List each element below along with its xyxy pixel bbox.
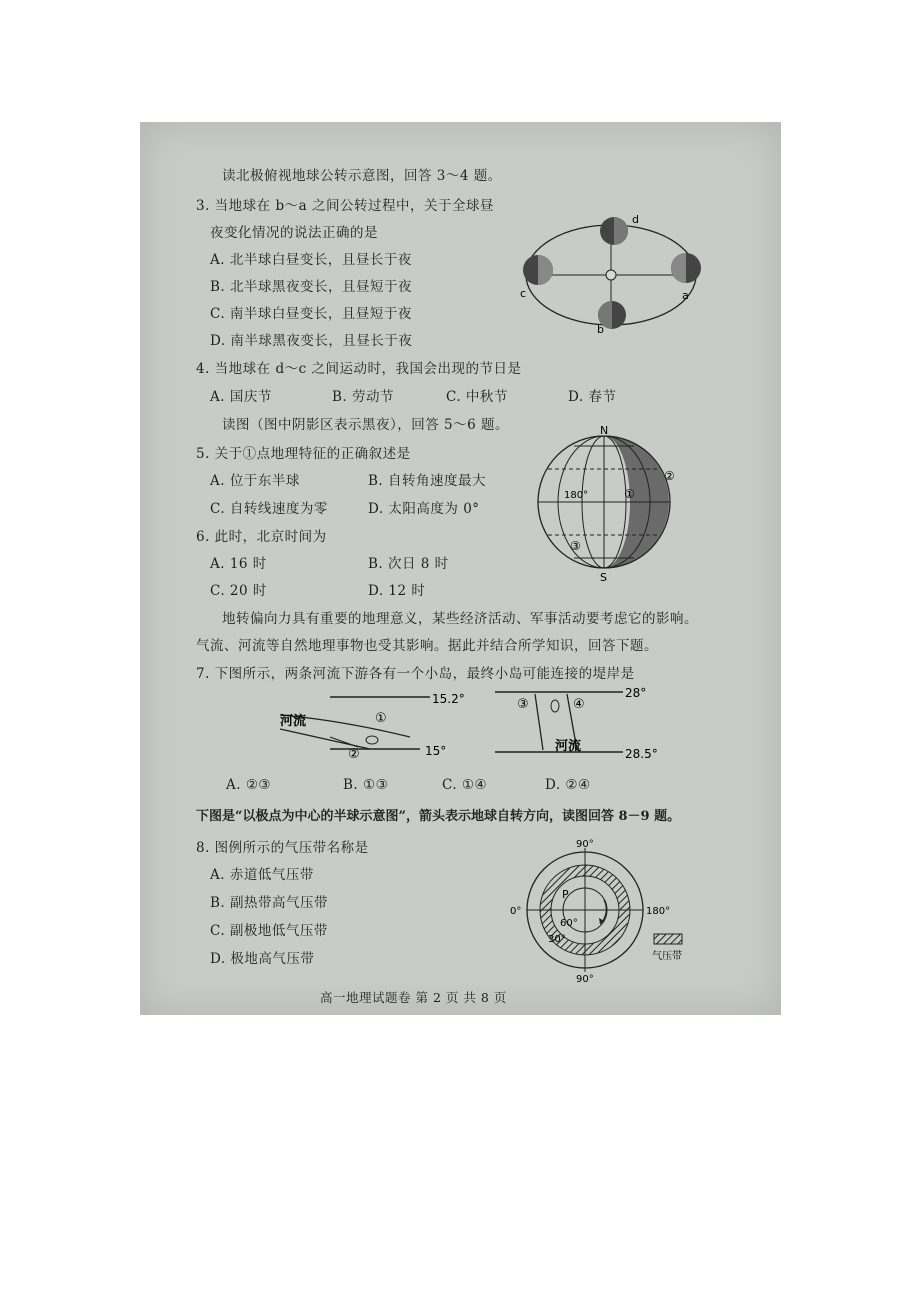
left-river-label: 河流 bbox=[280, 714, 307, 729]
polar-label-right: 180° bbox=[646, 906, 671, 917]
polar-label-p: P bbox=[562, 888, 569, 901]
earth-d-icon bbox=[600, 217, 628, 245]
intro-q8-9: 下图是“以极点为中心的半球示意图”，箭头表示地球自转方向，读图回答 8－9 题。 bbox=[196, 809, 681, 824]
q8-option-c: C. 副极地低气压带 bbox=[210, 923, 328, 939]
q3-option-d: D. 南半球黑夜变长，且昼长于夜 bbox=[210, 333, 413, 349]
polar-legend-label: 气压带 bbox=[652, 951, 682, 962]
earth-c-icon bbox=[523, 255, 553, 285]
river-diagram-right bbox=[485, 682, 665, 762]
intro-q5-6: 读图（图中阴影区表示黑夜），回答 5～6 题。 bbox=[222, 417, 510, 433]
q3-option-b: B. 北半球黑夜变长，且昼短于夜 bbox=[210, 279, 413, 295]
earth-a-icon bbox=[671, 253, 701, 283]
page-footer: 高一地理试题卷 第 2 页 共 8 页 bbox=[320, 990, 507, 1005]
globe-label-s: S bbox=[600, 571, 607, 582]
legend-swatch bbox=[654, 934, 682, 944]
q5-option-b: B. 自转角速度最大 bbox=[368, 473, 487, 489]
q4-option-d: D. 春节 bbox=[568, 389, 617, 405]
q7-option-b: B. ①③ bbox=[343, 777, 389, 793]
globe-point-1: ① bbox=[624, 487, 635, 501]
q6-option-d: D. 12 时 bbox=[368, 583, 426, 599]
q4-option-b: B. 劳动节 bbox=[332, 389, 395, 405]
right-top-lat: 28° bbox=[625, 686, 647, 700]
left-bottom-lat: 15° bbox=[425, 744, 447, 758]
q6-option-b: B. 次日 8 时 bbox=[368, 556, 449, 572]
q8-option-b: B. 副热带高气压带 bbox=[210, 895, 329, 911]
q6-stem: 6. 此时，北京时间为 bbox=[196, 529, 327, 545]
polar-label-30: 30° bbox=[548, 934, 566, 945]
q5-option-d: D. 太阳高度为 0° bbox=[368, 501, 480, 517]
polar-label-bottom: 90° bbox=[576, 974, 594, 983]
left-top-lat: 15.2° bbox=[432, 692, 465, 706]
orbit-label-c: c bbox=[520, 287, 527, 300]
q8-stem: 8. 图例所示的气压带名称是 bbox=[196, 840, 369, 856]
globe-label-180: 180° bbox=[564, 490, 589, 501]
q5-stem: 5. 关于①点地理特征的正确叙述是 bbox=[196, 446, 411, 462]
q3-stem-line1: 3. 当地球在 b～a 之间公转过程中，关于全球昼 bbox=[196, 198, 494, 214]
orbit-diagram bbox=[508, 205, 713, 337]
q6-option-a: A. 16 时 bbox=[210, 556, 267, 572]
q7-option-c: C. ①④ bbox=[442, 777, 488, 793]
globe-point-2: ② bbox=[664, 469, 675, 483]
q7-option-a: A. ②③ bbox=[226, 777, 272, 793]
orbit-label-b: b bbox=[597, 323, 604, 336]
river-diagram-left bbox=[270, 685, 470, 760]
q3-option-a: A. 北半球白昼变长，且昼长于夜 bbox=[210, 252, 412, 268]
q8-option-a: A. 赤道低气压带 bbox=[210, 867, 314, 883]
polar-label-60: 60° bbox=[560, 918, 578, 929]
q7-option-d: D. ②④ bbox=[545, 777, 591, 793]
right-river-label: 河流 bbox=[555, 739, 582, 754]
orbit-label-a: a bbox=[682, 289, 689, 302]
right-bottom-lat: 28.5° bbox=[625, 747, 658, 761]
globe-label-n: N bbox=[600, 424, 609, 437]
intro-q3-4: 读北极俯视地球公转示意图，回答 3～4 题。 bbox=[222, 168, 502, 184]
polar-label-top: 90° bbox=[576, 839, 594, 850]
q3-stem-line2: 夜变化情况的说法正确的是 bbox=[210, 225, 378, 241]
q5-option-c: C. 自转线速度为零 bbox=[210, 501, 328, 517]
q6-option-c: C. 20 时 bbox=[210, 583, 267, 599]
globe-point-3: ③ bbox=[570, 539, 581, 553]
polar-label-left: 0° bbox=[510, 906, 522, 917]
q7-stem: 7. 下图所示，两条河流下游各有一个小岛，最终小岛可能连接的堤岸是 bbox=[196, 666, 635, 682]
left-point-2: ② bbox=[348, 747, 360, 760]
right-point-3: ③ bbox=[517, 697, 529, 712]
q3-option-c: C. 南半球白昼变长，且昼短于夜 bbox=[210, 306, 412, 322]
q8-option-d: D. 极地高气压带 bbox=[210, 951, 315, 967]
q5-option-a: A. 位于东半球 bbox=[210, 473, 300, 489]
intro-q7-line1: 地转偏向力具有重要的地理意义，某些经济活动、军事活动要考虑它的影响。 bbox=[222, 611, 698, 627]
orbit-label-d: d bbox=[632, 213, 639, 226]
q4-option-c: C. 中秋节 bbox=[446, 389, 508, 405]
q4-option-a: A. 国庆节 bbox=[210, 389, 272, 405]
left-point-1: ① bbox=[375, 711, 387, 726]
polar-hemisphere-diagram bbox=[500, 838, 700, 983]
intro-q7-line2: 气流、河流等自然地理事物也受其影响。据此并结合所学知识，回答下题。 bbox=[196, 638, 658, 654]
q4-stem: 4. 当地球在 d～c 之间运动时，我国会出现的节日是 bbox=[196, 361, 522, 377]
right-point-4: ④ bbox=[573, 697, 585, 712]
globe-diagram bbox=[524, 422, 694, 582]
